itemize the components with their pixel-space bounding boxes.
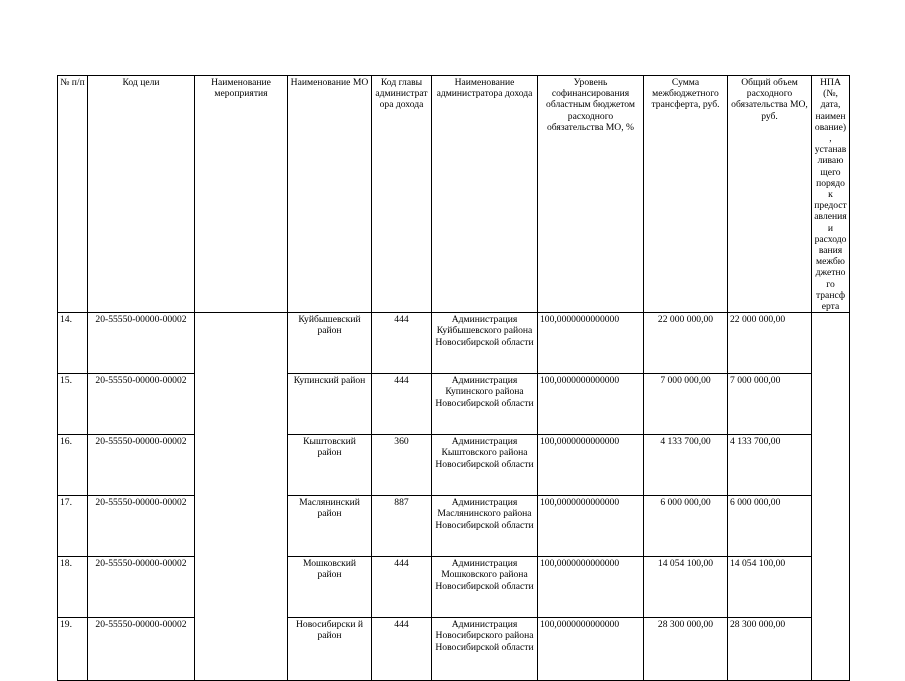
- row-level: 100,0000000000000: [538, 496, 644, 557]
- row-mo: Мошковский район: [288, 557, 372, 618]
- table-row: [58, 557, 850, 618]
- row-admin-name: Администрация Маслянинского района Новосибирской области: [432, 496, 538, 557]
- row-mo: Маслянинский район: [288, 496, 372, 557]
- row-admin-code: 444: [372, 313, 432, 374]
- row-mo: Куйбышевский район: [288, 313, 372, 374]
- row-mo: Купинский район: [288, 374, 372, 435]
- table-row: [58, 435, 850, 496]
- header-code: Код цели: [88, 76, 195, 313]
- row-num: 15.: [58, 374, 88, 435]
- row-transfer: 6 000 000,00: [644, 496, 728, 557]
- row-level: 100,0000000000000: [538, 313, 644, 374]
- table-row: [58, 496, 850, 557]
- row-admin-code: 444: [372, 374, 432, 435]
- row-transfer: 22 000 000,00: [644, 313, 728, 374]
- row-admin-code: 444: [372, 618, 432, 681]
- header-event: Наименование мероприятия: [195, 76, 288, 313]
- row-admin-code: 360: [372, 435, 432, 496]
- table-row: [58, 618, 850, 681]
- row-total: 6 000 000,00: [728, 496, 812, 557]
- row-total: 22 000 000,00: [728, 313, 812, 374]
- row-num: 18.: [58, 557, 88, 618]
- row-num: 16.: [58, 435, 88, 496]
- row-num: 14.: [58, 313, 88, 374]
- row-admin-code: 444: [372, 557, 432, 618]
- row-admin-code: 887: [372, 496, 432, 557]
- row-code: 20-55550-00000-00002: [88, 313, 195, 374]
- row-code: 20-55550-00000-00002: [88, 496, 195, 557]
- header-transfer: Сумма межбюджетного трансферта, руб.: [644, 76, 728, 313]
- row-mo: Новосибирски й район: [288, 618, 372, 681]
- row-code: 20-55550-00000-00002: [88, 557, 195, 618]
- row-code: 20-55550-00000-00002: [88, 435, 195, 496]
- row-level: 100,0000000000000: [538, 374, 644, 435]
- header-admin-code: Код главы администратора дохода: [372, 76, 432, 313]
- row-transfer: 7 000 000,00: [644, 374, 728, 435]
- row-transfer: 4 133 700,00: [644, 435, 728, 496]
- header-num: № п/п: [58, 76, 88, 313]
- row-admin-name: Администрация Куйбышевского района Новосибирской области: [432, 313, 538, 374]
- row-num: 17.: [58, 496, 88, 557]
- table-row: [58, 313, 850, 374]
- event-cell-merged: [195, 313, 288, 681]
- row-total: 7 000 000,00: [728, 374, 812, 435]
- row-num: 19.: [58, 618, 88, 681]
- row-total: 4 133 700,00: [728, 435, 812, 496]
- header-admin-name: Наименование администратора дохода: [432, 76, 538, 313]
- table-row: [58, 374, 850, 435]
- table-header-row: [58, 76, 850, 313]
- header-mo: Наименование МО: [288, 76, 372, 313]
- row-total: 14 054 100,00: [728, 557, 812, 618]
- npa-cell-merged: [812, 313, 850, 681]
- row-admin-name: Администрация Мошковского района Новосибирской области: [432, 557, 538, 618]
- header-total: Общий объем расходного обязательства МО, руб.: [728, 76, 812, 313]
- row-level: 100,0000000000000: [538, 618, 644, 681]
- row-admin-name: Администрация Кыштовского района Новосибирской области: [432, 435, 538, 496]
- header-level: Уровень софинансирования областным бюджетом расходного обязательства МО, %: [538, 76, 644, 313]
- transfers-table: [57, 75, 850, 681]
- row-transfer: 28 300 000,00: [644, 618, 728, 681]
- row-level: 100,0000000000000: [538, 435, 644, 496]
- row-mo: Кыштовский район: [288, 435, 372, 496]
- header-npa: НПА (№, дата, наименование), устанавливающего порядок предоставления и расходования межбюджетного трансферта: [812, 76, 850, 313]
- row-code: 20-55550-00000-00002: [88, 374, 195, 435]
- row-code: 20-55550-00000-00002: [88, 618, 195, 681]
- row-level: 100,0000000000000: [538, 557, 644, 618]
- row-admin-name: Администрация Купинского района Новосибирской области: [432, 374, 538, 435]
- row-admin-name: Администрация Новосибирского района Новосибирской области: [432, 618, 538, 681]
- row-total: 28 300 000,00: [728, 618, 812, 681]
- row-transfer: 14 054 100,00: [644, 557, 728, 618]
